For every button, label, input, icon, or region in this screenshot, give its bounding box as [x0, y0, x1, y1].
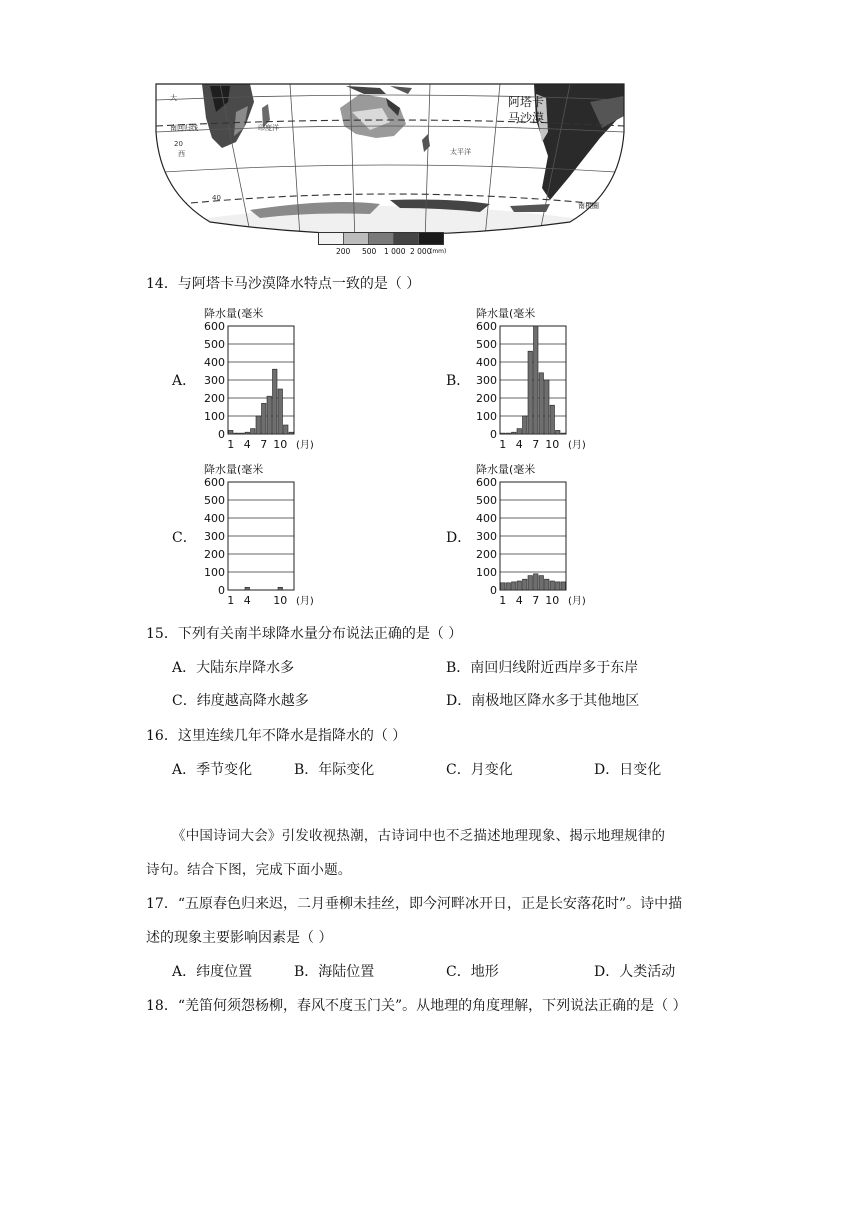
chart-B-xtick: 10: [545, 438, 560, 451]
chart-C-ytick: 200: [204, 548, 225, 561]
chart-D-xtick: 4: [515, 594, 523, 607]
q15-option-c: C．纬度越高降水越多: [172, 693, 309, 709]
legend-unit: (mm): [430, 248, 447, 255]
chart-A-xtick: 4: [243, 438, 251, 451]
chart-C-ytick: 0: [218, 584, 225, 597]
chart-B-ylabel: 降水量(毫米: [476, 307, 536, 320]
chart-A-bar-6: [256, 416, 261, 434]
chart-B-bar-12: [561, 433, 566, 434]
chart-D-bar-12: [561, 582, 566, 590]
q17-stem-line-1: 17．“五原春色归来迟，二月垂柳未挂丝，即今河畔冰开日，正是长安落花时”。诗中描: [146, 896, 683, 912]
chart-D-xtick: 1: [499, 594, 507, 607]
map-label-indian-ocean: 印度洋: [258, 124, 279, 132]
chart-C-bar-10: [278, 587, 283, 590]
q17-option-d: D．人类活动: [594, 964, 676, 980]
chart-D-bar-5: [523, 579, 528, 590]
q16-stem: 16．这里连续几年不降水是指降水的（ ）: [146, 728, 407, 744]
legend-swatch-3: [394, 233, 419, 244]
chart-a: [194, 306, 314, 456]
chart-d: [466, 462, 586, 612]
chart-D-bar-6: [528, 576, 533, 590]
chart-D-ytick: 500: [476, 494, 497, 507]
chart-B-ytick: 600: [476, 320, 497, 333]
chart-A-xtick: 7: [260, 438, 268, 451]
chart-C-ytick: 500: [204, 494, 225, 507]
chart-D-bar-11: [556, 582, 561, 590]
chart-D-xtick: 7: [532, 594, 540, 607]
chart-C-xunit: (月): [296, 596, 314, 607]
q15-option-b: B．南回归线附近西岸多于东岸: [446, 660, 639, 676]
chart-A-ytick: 400: [204, 356, 225, 369]
chart-A-ytick: 500: [204, 338, 225, 351]
chart-c: [194, 462, 314, 612]
chart-D-ytick: 0: [490, 584, 497, 597]
chart-A-ytick: 0: [218, 428, 225, 441]
legend-value-200: 200: [336, 247, 351, 256]
chart-B-xtick: 1: [499, 438, 507, 451]
legend-swatch-1: [344, 233, 369, 244]
chart-A-ytick: 200: [204, 392, 225, 405]
q17-option-c: C．地形: [446, 964, 499, 980]
passage-line-1: 《中国诗词大会》引发收视热潮，古诗词中也不乏描述地理现象、揭示地理规律的: [172, 828, 666, 844]
chart-D-bar-4: [517, 581, 522, 590]
chart-D-bar-3: [512, 582, 517, 590]
chart-C-xtick: 10: [273, 594, 288, 607]
chart-C-ytick: 300: [204, 530, 225, 543]
chart-A-bar-3: [240, 433, 245, 434]
chart-D-ytick: 400: [476, 512, 497, 525]
chart-D-bar-7: [534, 574, 539, 590]
q16-option-a: A．季节变化: [172, 762, 253, 778]
q14-option-a-letter: A．: [172, 373, 197, 389]
chart-A-bar-10: [278, 389, 283, 434]
chart-A-bar-9: [273, 369, 278, 434]
q17-option-a: A．纬度位置: [172, 964, 253, 980]
chart-D-ytick: 100: [476, 566, 497, 579]
chart-A-xunit: (月): [296, 440, 314, 451]
chart-A-ytick: 600: [204, 320, 225, 333]
map-label-atacama-1: 阿塔卡: [508, 95, 545, 109]
map-label-antarctic-circle: 南极圈: [578, 202, 599, 210]
chart-D-ytick: 200: [476, 548, 497, 561]
legend-swatch-0: [319, 233, 344, 244]
chart-B-bar-10: [550, 405, 555, 434]
legend-swatch-4: [419, 233, 443, 244]
chart-B-bar-2: [506, 433, 511, 434]
q17-option-b: B．海陆位置: [294, 964, 375, 980]
legend-value-2000: 2 000: [410, 247, 432, 256]
chart-B-bar-8: [539, 373, 544, 434]
chart-A-bar-4: [245, 432, 250, 434]
q15-stem: 15．下列有关南半球降水量分布说法正确的是（ ）: [146, 626, 463, 642]
chart-A-bar-7: [262, 403, 267, 434]
legend-value-500: 500: [362, 247, 377, 256]
chart-C-ytick: 400: [204, 512, 225, 525]
chart-C-bar-4: [245, 587, 250, 590]
chart-D-bar-9: [545, 579, 550, 590]
q15-option-d: D．南极地区降水多于其他地区: [446, 693, 640, 709]
chart-D-xtick: 10: [545, 594, 560, 607]
chart-D-bar-1: [501, 583, 506, 590]
chart-B-xtick: 7: [532, 438, 540, 451]
chart-A-xtick: 1: [227, 438, 235, 451]
chart-B-xtick: 4: [515, 438, 523, 451]
q14-stem: 14．与阿塔卡马沙漠降水特点一致的是（ ）: [146, 276, 421, 292]
map-label-pacific-ocean: 太平洋: [450, 148, 471, 156]
passage-line-2: 诗句。结合下图，完成下面小题。: [146, 862, 352, 878]
chart-B-ytick: 400: [476, 356, 497, 369]
chart-A-ytick: 100: [204, 410, 225, 423]
chart-C-xtick: 4: [243, 594, 251, 607]
map-label-lat-40: 40: [212, 194, 221, 202]
chart-A-bar-8: [267, 396, 272, 434]
q16-option-d: D．日变化: [594, 762, 662, 778]
chart-B-ytick: 200: [476, 392, 497, 405]
chart-B-bar-9: [545, 380, 550, 434]
legend-swatch-2: [369, 233, 394, 244]
chart-A-bar-11: [284, 425, 289, 434]
chart-A-ylabel: 降水量(毫米: [204, 307, 264, 320]
q14-option-d-letter: D．: [446, 530, 472, 546]
chart-B-bar-1: [501, 433, 506, 434]
chart-A-bar-5: [251, 429, 256, 434]
chart-C-xtick: 1: [227, 594, 235, 607]
chart-B-bar-4: [517, 429, 522, 434]
chart-A-bar-2: [234, 433, 239, 434]
q14-option-b-letter: B．: [446, 373, 471, 389]
q14-option-c-letter: C．: [172, 530, 197, 546]
q16-option-c: C．月变化: [446, 762, 513, 778]
q15-option-a: A．大陆东岸降水多: [172, 660, 295, 676]
chart-A-bar-12: [289, 432, 294, 434]
chart-B-xunit: (月): [568, 440, 586, 451]
map-label-tropic: 南回归线: [170, 124, 198, 132]
chart-A-bar-1: [229, 430, 234, 434]
q17-stem-line-2: 述的现象主要影响因素是（ ）: [146, 930, 333, 946]
chart-C-ytick: 600: [204, 476, 225, 489]
chart-B-ytick: 300: [476, 374, 497, 387]
chart-A-xtick: 10: [273, 438, 288, 451]
legend-value-1000: 1 000: [384, 247, 406, 256]
chart-D-bar-8: [539, 576, 544, 590]
map-label-west-2: 西: [178, 150, 185, 158]
chart-C-ylabel: 降水量(毫米: [204, 463, 264, 476]
chart-b: [466, 306, 586, 456]
chart-D-xunit: (月): [568, 596, 586, 607]
chart-D-ytick: 300: [476, 530, 497, 543]
chart-B-ytick: 0: [490, 428, 497, 441]
map-label-atacama-2: 马沙漠: [508, 111, 545, 125]
map-label-west-1: 大: [170, 94, 177, 102]
chart-D-bar-10: [550, 581, 555, 590]
chart-C-ytick: 100: [204, 566, 225, 579]
chart-D-bar-2: [506, 583, 511, 590]
q18-stem: 18．“羌笛何须怨杨柳，春风不度玉门关”。从地理的角度理解，下列说法正确的是（ ）: [146, 998, 687, 1014]
chart-B-ytick: 500: [476, 338, 497, 351]
chart-B-bar-5: [523, 416, 528, 434]
chart-B-bar-11: [556, 430, 561, 434]
chart-B-bar-3: [512, 432, 517, 434]
q16-option-b: B．年际变化: [294, 762, 375, 778]
chart-B-bar-6: [528, 351, 533, 434]
map-label-lat-20: 20: [174, 140, 183, 148]
chart-D-ylabel: 降水量(毫米: [476, 463, 536, 476]
map-legend: [318, 232, 458, 258]
chart-A-ytick: 300: [204, 374, 225, 387]
chart-B-ytick: 100: [476, 410, 497, 423]
chart-D-ytick: 600: [476, 476, 497, 489]
chart-B-bar-7: [534, 326, 539, 434]
